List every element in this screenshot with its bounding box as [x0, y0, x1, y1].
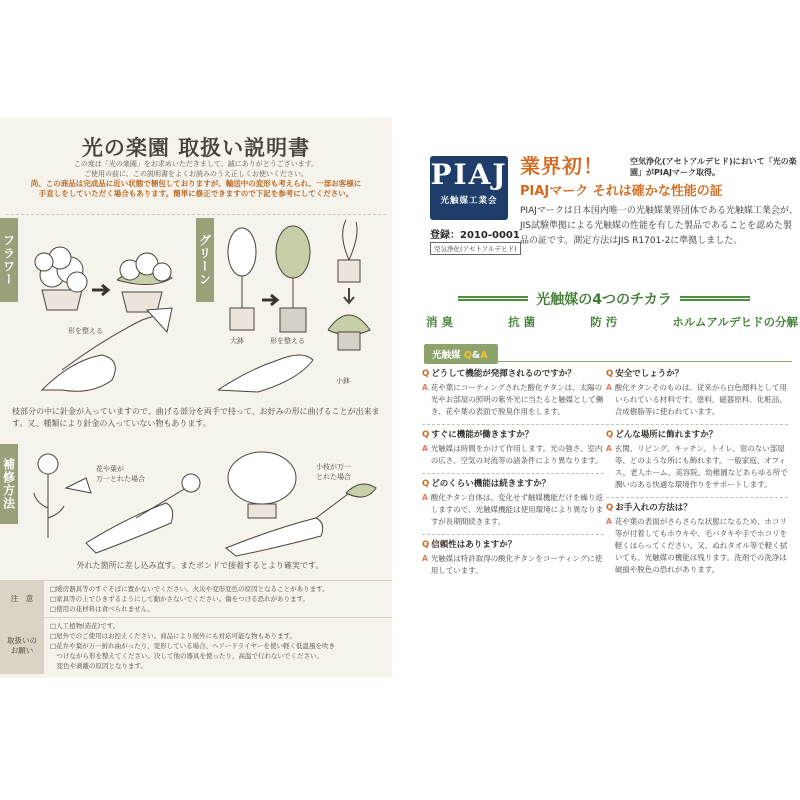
qa-separator [606, 497, 788, 498]
qa-answer [606, 382, 788, 418]
qa-question [606, 368, 788, 381]
a-mark: A [422, 444, 428, 453]
answer-text: 酸化チタンそのものは、従来から白色顔料として用いられている材料です。塗料、磁器原料、化粧品、合成樹脂等に使われています。 [614, 383, 787, 416]
qa-separator [606, 424, 788, 425]
handling-body [44, 618, 392, 674]
caption-shape-green: 形を整える [270, 337, 305, 345]
question-text: 安全でしょうか？ [615, 369, 684, 379]
powers-title [408, 288, 800, 309]
qa-separator [422, 473, 604, 474]
q-mark: Q [422, 540, 430, 550]
qa-answer [606, 516, 788, 576]
answer-text: 光触媒は時間をかけて作用します。光の強さ、室内の広さ、空気の対流等の諸条件により異なります。 [430, 444, 603, 465]
piaj-description: PIAJマークは日本国内唯一の光触媒業界団体である光触媒工業会が、JIS試験準拠による光触媒の性能を有した製品であることを認めた製品の証です。測定方法はJIS R1701-2に準拠しました。 [520, 206, 798, 246]
qa-badge-amp: & [471, 350, 481, 361]
page-title: 光の楽園 取扱い説明書 [81, 136, 311, 160]
powers-list [426, 314, 798, 330]
qa-badge-label: 光触媒 [432, 350, 464, 361]
green-tag: グリーン [196, 218, 214, 302]
power-item: 防 汚 [590, 315, 618, 329]
qa-question [606, 429, 788, 442]
q-mark: Q [606, 369, 614, 379]
qa-question [422, 429, 604, 442]
qa-item [422, 478, 604, 528]
power-item: 消 臭 [426, 315, 454, 329]
answer-text: 花や葉にコーティングされた酸化チタンは、太陽の光やお部屋の照明の紫外光に当たると触媒として働き、花や葉の表面で脱臭作用をします。 [430, 383, 604, 416]
question-text: どのくらい機能は続きますか？ [431, 479, 551, 489]
power-item: ホルムアルデヒドの分解 [672, 315, 798, 329]
piaj-logo [430, 156, 508, 220]
qa-answer [422, 382, 604, 418]
warning-line: 手直しをしていただく場合もあります。簡単に修正できますので下記を参考にしてください。 [38, 189, 354, 198]
caption-pot-large: 大鉢 [230, 337, 244, 345]
intro-text [14, 159, 378, 199]
qa-item [422, 368, 604, 418]
power-item: 抗 菌 [508, 315, 536, 329]
a-mark: A [606, 444, 612, 453]
flower-tag: フラワー [0, 218, 18, 302]
divider [6, 214, 386, 215]
repair-tag: 補修方法 [0, 444, 18, 524]
caution-row [0, 580, 392, 617]
q-mark: Q [422, 479, 430, 489]
piaj-org-name: 光触媒工業会 [440, 196, 498, 206]
a-mark: A [422, 493, 428, 502]
qa-question [422, 478, 604, 491]
caution-item: □暖房器具等のすぐそばに置かないでください。火災や変形変色の原因となることがあります。 [50, 585, 329, 593]
handling-head: 取扱いの お願い [0, 618, 44, 674]
caution-table [0, 580, 392, 674]
powers-title-bar [680, 296, 750, 301]
q-mark: Q [606, 503, 614, 513]
question-text: どんな場所に飾れますか？ [615, 430, 718, 440]
qa-answer [606, 443, 788, 491]
air-purification-line: 空気浄化(アセトアルデヒド)において「光の楽園」がPIAJマーク取得。 [630, 157, 797, 177]
piaj-logo-text: PIAJ [430, 158, 508, 191]
a-mark: A [422, 383, 428, 392]
qa-question [606, 502, 788, 515]
handling-item: □花弁や葉が万一折れ曲がったり、変形している場合、ヘアードライヤーを使い軽く低温風を吹き [50, 642, 336, 650]
qa-answer [422, 553, 604, 577]
qa-question [422, 368, 604, 381]
instruction-page [0, 118, 392, 678]
qa-separator [422, 534, 604, 535]
photocatalyst-page [408, 118, 800, 678]
handling-row [0, 617, 392, 674]
warning-line: 尚、この商品は完成品に近い状態で梱包しておりますが、輸送中の変形も考えられ、一部お客様に [30, 179, 362, 188]
answer-text: 光触媒は特許取得の酸化チタンをコーティングに使用しています。 [430, 554, 603, 575]
answer-text: 花や葉の表面がさらさらな状態になるため、ホコリ等が付着してもホウキや、毛バタキや手でホコリを軽くはらってください。又、ぬれタオル等で軽く拭いても、光触媒の機能は残ります。洗剤での洗浄は破損や脱色の恐れがあります。 [614, 517, 788, 574]
flower-illustration [22, 220, 192, 400]
caption-shape-flower: 形を整える [68, 327, 103, 335]
qa-item [606, 429, 788, 491]
handling-item: つけながら形を整えてください。決して他の器具を使ったり、高温で行わないでください。 [50, 652, 323, 660]
question-text: すぐに機能が働きますか？ [431, 430, 534, 440]
intro-line: ご使用の前に、この説明書をよくお読みのうえ正しくお使いください。 [84, 170, 308, 178]
qa-item [422, 429, 604, 467]
qa-column-right [606, 368, 788, 582]
qa-divider [424, 361, 792, 362]
handling-item: □人工植物(造花)です。 [50, 622, 120, 630]
qa-question [422, 539, 604, 552]
answer-text: 酸化チタン自体は、変化せず触媒機能だけを繰り返しますので、光触媒機能は使用環境により異なりますが長期間続きます。 [430, 493, 604, 526]
caution-head: 注 意 [0, 581, 44, 617]
a-mark: A [606, 383, 612, 392]
industry-first-heading: 業界初！ [520, 154, 604, 178]
caption-flower-fallen: 花や葉が 万一とれた場合 [96, 465, 145, 483]
shape-note: 枝部分の中に針金が入っていますので、曲げる部分を両手で持って、お好みの形に曲げることが出来ます。又、種類により針金の入っていない物もあります。 [12, 407, 380, 428]
q-mark: Q [606, 430, 614, 440]
green-illustration [218, 220, 388, 400]
caution-item: □使用の花材料は食べられません。 [50, 605, 155, 613]
caution-body [44, 581, 392, 617]
qa-item [606, 502, 788, 576]
powers-title-text: 光触媒の4つのチカラ [536, 291, 672, 308]
a-mark: A [422, 554, 428, 563]
question-text: 信頼性はありますか？ [431, 540, 517, 550]
qa-badge-a: A [480, 350, 488, 361]
piaj-headline: PIAJマーク それは確かな性能の証 [520, 184, 723, 199]
qa-answer [422, 492, 604, 528]
qa-column-left [422, 368, 604, 583]
qa-badge-q: Q [463, 350, 472, 361]
registration-number: 登録：2010-0001 [430, 230, 520, 241]
question-text: お手入れの方法は？ [615, 503, 692, 513]
answer-text: 玄関、リビング、キッチン、トイレ、窓のない部屋等、どのような所にも飾れます。一般家庭、オフィス、老人ホーム、美容院、幼稚園などあらゆる所で潤いのある快適な環境作りをサポートします。 [614, 444, 788, 489]
question-text: どうして機能が発揮されるのですか？ [431, 369, 576, 379]
qa-answer [422, 443, 604, 467]
handling-item: □屋外でのご使用はお控えください。商品により屋外にも対応可能な物もあります。 [50, 632, 297, 640]
handling-item: 変色や剥離の原因となります。 [50, 662, 147, 670]
qa-separator [422, 424, 604, 425]
caption-pot-small: 小鉢 [336, 377, 350, 385]
qa-item [422, 539, 604, 577]
q-mark: Q [422, 369, 430, 379]
qa-item [606, 368, 788, 418]
repair-note: 外れた箇所に差し込み直す。またボンドで接着するとより確実です。 [76, 561, 324, 570]
caution-item: □家具等の上でひきずるようにして動かさないでください。傷をつける恐れがあります。 [50, 595, 310, 603]
powers-title-bar [458, 296, 528, 301]
registration-note: 空気浄化(アセトアルデヒド) [430, 242, 521, 255]
intro-line: この度は「光の楽園」をお求めいただきまして、誠にありがとうございます。 [73, 160, 319, 168]
caption-branch-fallen: 小枝が万一 とれた場合 [316, 463, 351, 481]
q-mark: Q [422, 430, 430, 440]
a-mark: A [606, 517, 612, 526]
